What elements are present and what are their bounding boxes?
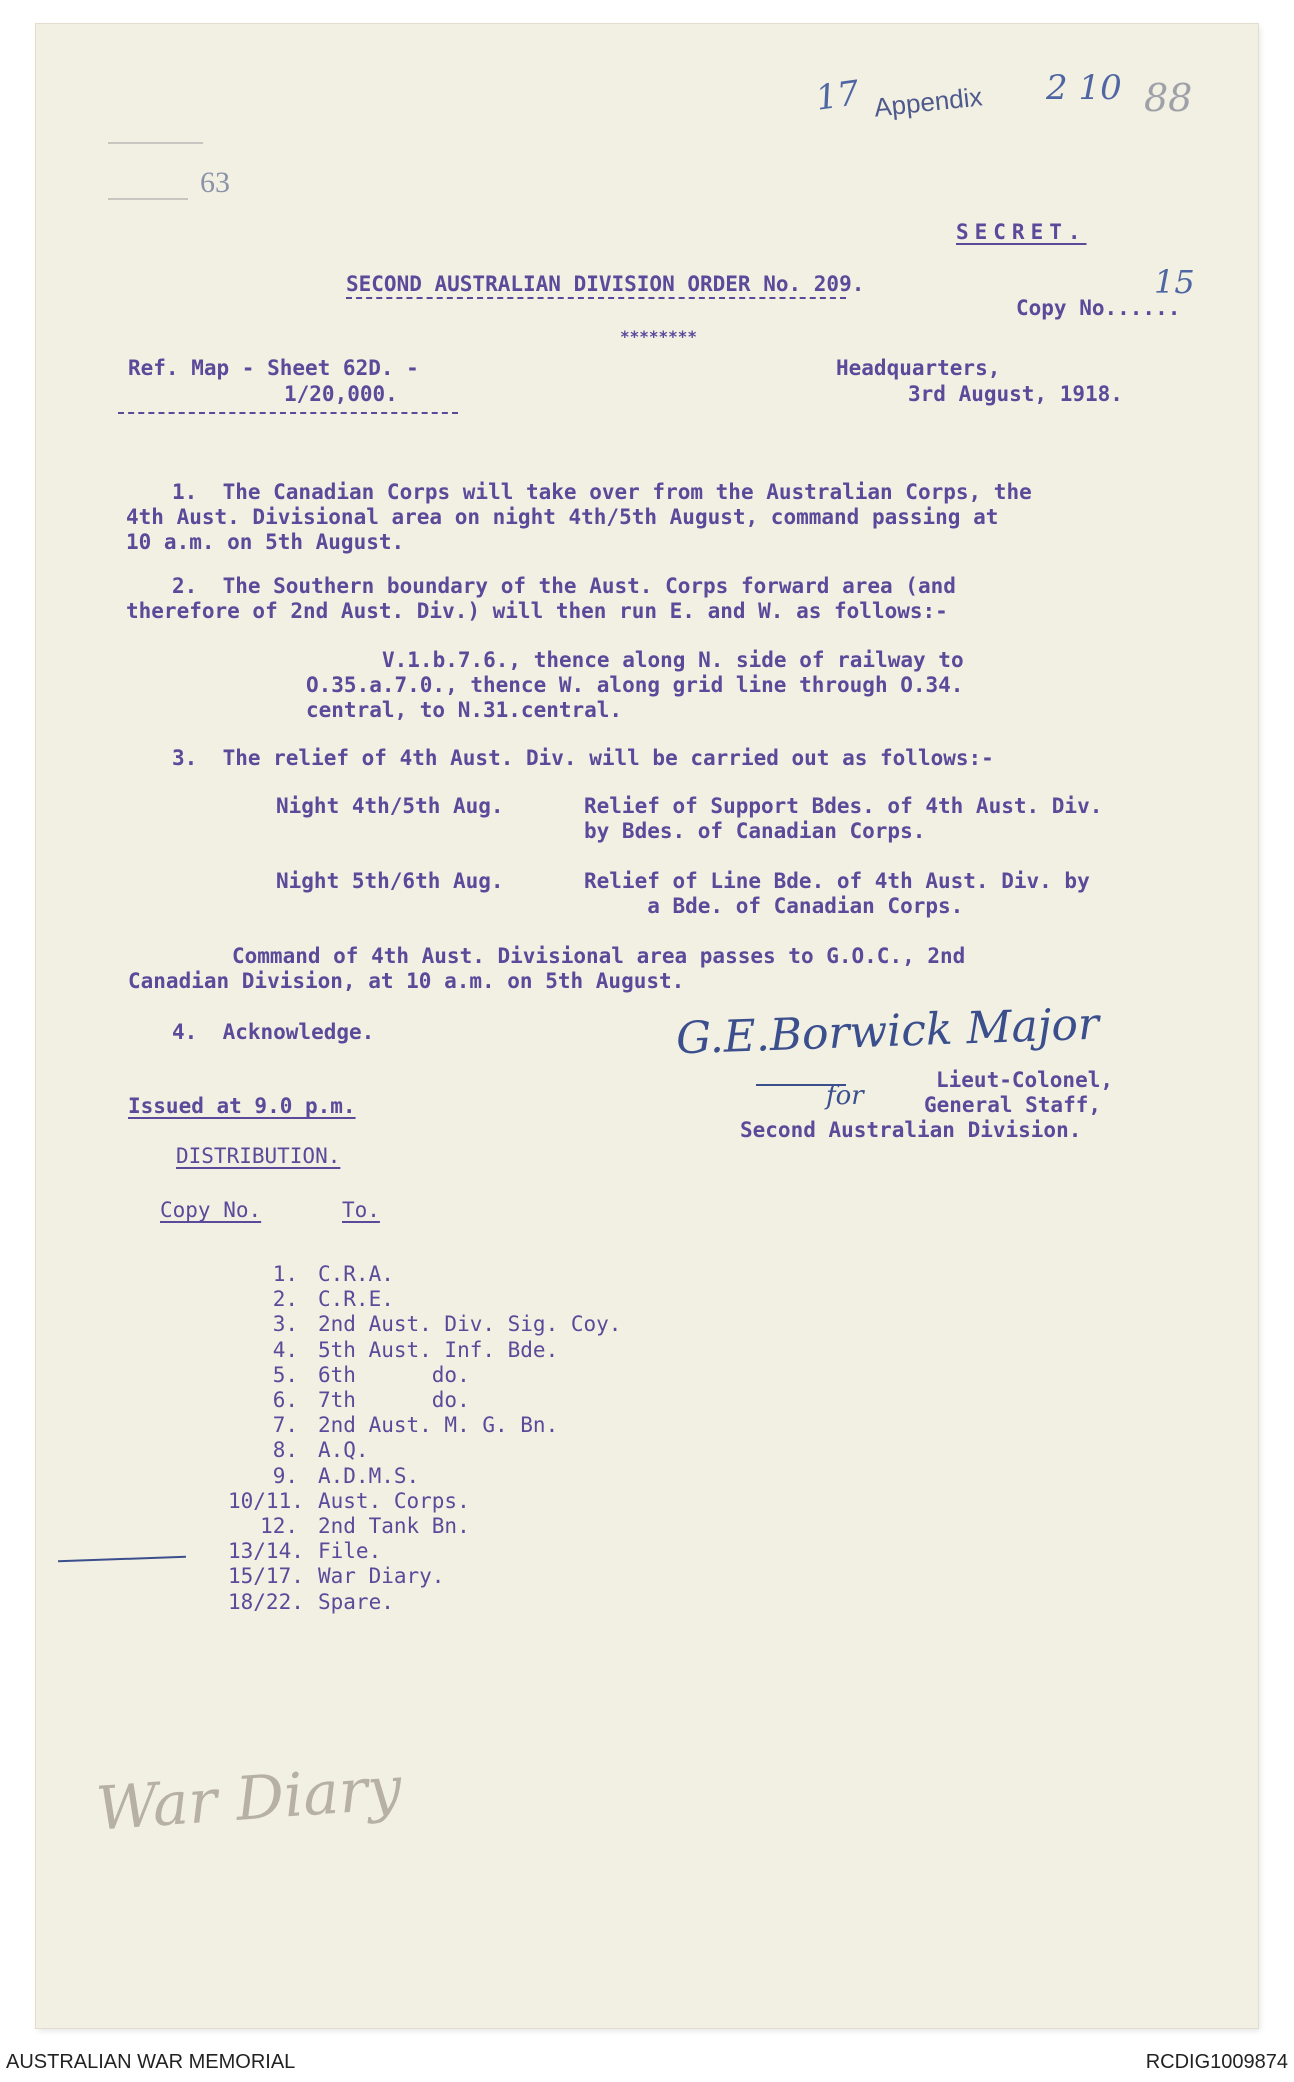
- distribution-copy-no: 12.: [260, 1514, 298, 1538]
- distribution-copy-no: 18/22.: [228, 1589, 304, 1614]
- boundary-line-2: O.35.a.7.0., thence W. along grid line through O.34.: [306, 673, 964, 697]
- signature-rank: Lieut-Colonel,: [936, 1068, 1114, 1092]
- ref-map-line1: Ref. Map - Sheet 62D. -: [128, 356, 419, 380]
- distribution-copy-no: 7.: [272, 1413, 298, 1438]
- distribution-recipient: C.R.A.: [318, 1262, 394, 1286]
- copy-number: 15: [1154, 263, 1195, 301]
- para-2-line-1: 2. The Southern boundary of the Aust. Corps forward area (and: [172, 574, 956, 598]
- distribution-recipient: War Diary.: [318, 1564, 445, 1589]
- distribution-copy-no: 13/14.: [228, 1539, 304, 1564]
- appendix-stamp: Appendix: [872, 81, 984, 123]
- hq-date: 3rd August, 1918.: [908, 382, 1123, 406]
- night-1-label: Night 4th/5th Aug.: [276, 794, 504, 818]
- distribution-recipient: 7th do.: [318, 1388, 470, 1412]
- pencil-note: War Diary: [93, 1753, 404, 1845]
- stamp-rule: [108, 142, 203, 144]
- copy-label: Copy No......: [1016, 296, 1181, 320]
- command-line-1: Command of 4th Aust. Divisional area passes to G.O.C., 2nd: [232, 944, 966, 968]
- handwritten-signature: G.E.Borwick Major: [675, 998, 1100, 1065]
- signature-for: for: [826, 1081, 864, 1111]
- boundary-line-3: central, to N.31.central.: [306, 698, 623, 722]
- page-number: 88: [1144, 76, 1193, 120]
- distribution-col-to: To.: [342, 1198, 380, 1222]
- stamp-rule-2: [108, 198, 188, 200]
- distribution-copy-no: 6.: [272, 1388, 298, 1412]
- title-underline: [346, 297, 846, 299]
- distribution-copy-no: 8.: [272, 1438, 298, 1463]
- distribution-heading: DISTRIBUTION.: [176, 1144, 341, 1168]
- document-page: [36, 24, 1258, 2028]
- distribution-recipient: A.Q.: [318, 1438, 369, 1463]
- signature-staff: General Staff,: [924, 1093, 1102, 1117]
- para-4: 4. Acknowledge.: [172, 1020, 375, 1044]
- distribution-recipient: 2nd Aust. M. G. Bn.: [318, 1413, 559, 1438]
- night-2-label: Night 5th/6th Aug.: [276, 869, 504, 893]
- ref-map-line2: 1/20,000.: [284, 382, 398, 406]
- classification: SECRET.: [956, 220, 1087, 244]
- distribution-copy-no: 1.: [272, 1262, 298, 1286]
- boundary-line-1: V.1.b.7.6., thence along N. side of railway to: [382, 648, 964, 672]
- distribution-copy-no: 4.: [272, 1337, 298, 1362]
- distribution-recipient: 2nd Aust. Div. Sig. Coy.: [318, 1312, 622, 1337]
- appendix-number: 2 10: [1046, 68, 1122, 108]
- distribution-col-copy: Copy No.: [160, 1198, 262, 1222]
- hq-line1: Headquarters,: [836, 356, 1001, 380]
- document-title: SECOND AUSTRALIAN DIVISION ORDER No. 209.: [346, 272, 865, 296]
- distribution-recipient: 2nd Tank Bn.: [318, 1514, 470, 1538]
- night-1-text-1: Relief of Support Bdes. of 4th Aust. Div.: [584, 794, 1103, 818]
- para-2-line-2: therefore of 2nd Aust. Div.) will then run E. and W. as follows:-: [126, 599, 948, 623]
- footer-right: RCDIG1009874: [1145, 2051, 1288, 2073]
- distribution-recipient: 5th Aust. Inf. Bde.: [318, 1337, 559, 1362]
- signature-division: Second Australian Division.: [740, 1118, 1082, 1142]
- para-1-line-1: 1. The Canadian Corps will take over from the Australian Corps, the: [172, 480, 1032, 504]
- night-2-text-2: a Bde. of Canadian Corps.: [584, 894, 964, 918]
- appendix-prefix: 17: [813, 73, 862, 119]
- ref-map-rule: [118, 412, 458, 414]
- para-1-line-3: 10 a.m. on 5th August.: [126, 530, 405, 554]
- para-3: 3. The relief of 4th Aust. Div. will be carried out as follows:-: [172, 746, 994, 770]
- distribution-copy-no: 5.: [272, 1362, 298, 1387]
- issued-time: Issued at 9.0 p.m.: [128, 1094, 356, 1118]
- file-number: 63: [200, 166, 230, 199]
- separator: ********: [620, 327, 698, 346]
- distribution-recipient: 6th do.: [318, 1362, 470, 1387]
- distribution-recipient: Spare.: [318, 1589, 394, 1614]
- para-1-line-2: 4th Aust. Divisional area on night 4th/5th August, command passing at: [126, 505, 999, 529]
- command-line-2: Canadian Division, at 10 a.m. on 5th August.: [128, 969, 685, 993]
- distribution-copy-no: 3.: [272, 1312, 298, 1337]
- night-2-text-1: Relief of Line Bde. of 4th Aust. Div. by: [584, 869, 1090, 893]
- distribution-copy-no: 9.: [272, 1463, 298, 1488]
- distribution-copy-no: 15/17.: [228, 1564, 304, 1589]
- distribution-recipient: A.D.M.S.: [318, 1463, 420, 1488]
- distribution-recipient: Aust. Corps.: [318, 1488, 470, 1513]
- distribution-copy-no: 2.: [272, 1287, 298, 1312]
- night-1-text-2: by Bdes. of Canadian Corps.: [584, 819, 926, 843]
- war-diary-pen-mark: [58, 1556, 186, 1562]
- distribution-recipient: File.: [318, 1539, 382, 1564]
- footer-left: AUSTRALIAN WAR MEMORIAL: [6, 2051, 296, 2073]
- distribution-recipient: C.R.E.: [318, 1287, 394, 1312]
- distribution-copy-no: 10/11.: [228, 1488, 304, 1513]
